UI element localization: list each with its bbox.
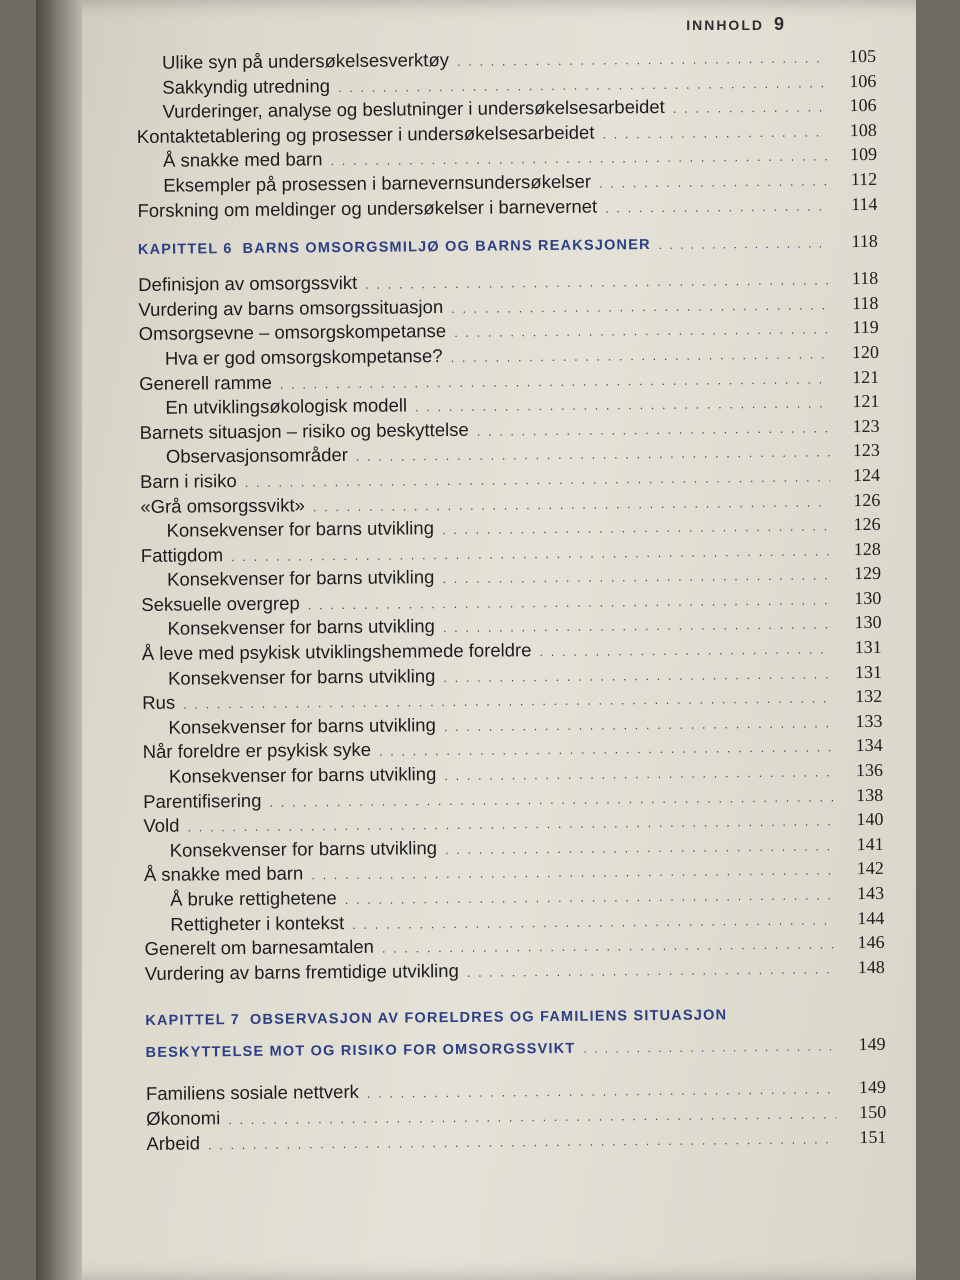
toc-entry-page: 123 (852, 440, 880, 461)
leader-dots (231, 543, 831, 564)
running-head-label: INNHOLD (686, 17, 764, 33)
leader-dots (269, 789, 833, 809)
toc-entry-title: Når foreldre er psykisk syke (142, 739, 372, 763)
chapter-number: KAPITTEL 7 (145, 1012, 241, 1030)
leader-dots (313, 494, 831, 514)
toc-entry-page: 136 (855, 759, 884, 781)
leader-dots (356, 445, 830, 465)
toc-entry-title: Familiens sosiale nettverk (145, 1081, 359, 1105)
toc-entry-title: Omsorgsevne – omsorgskompetanse (138, 320, 447, 345)
leader-dots (442, 568, 831, 587)
toc-entry-title: Observasjonsområder (165, 444, 348, 468)
toc-entry-page: 151 (859, 1126, 887, 1147)
toc-entry-title: Vurdering av barns fremtidige utvikling (144, 959, 459, 984)
toc-entry-title: Konsekvenser for barns utvikling (169, 836, 438, 861)
toc-entry-title: Konsekvenser for barns utvikling (167, 664, 436, 689)
toc-entry-page: 132 (855, 686, 883, 707)
toc-entry-title: Barnets situasjon – risiko og beskyttelse (139, 418, 469, 443)
leader-dots (443, 666, 832, 685)
toc-entry-page: 131 (854, 636, 882, 658)
toc-entry-page: 134 (855, 735, 883, 756)
leader-dots (605, 198, 827, 215)
toc-entry-page: 109 (849, 144, 878, 165)
toc-entry-title: Konsekvenser for barns utvikling (166, 517, 435, 541)
toc-entry-title: Konsekvenser for barns utvikling (168, 713, 436, 738)
toc-entry-title: Vurdering av barns omsorgssituasjon (138, 295, 444, 320)
toc-entry-title: Generell ramme (139, 371, 272, 394)
toc-entry-title: Vurderinger, analyse og beslutninger i undersøkelsesarbeidet (162, 96, 665, 122)
toc-entry-title: En utviklingsøkologisk modell (165, 394, 408, 418)
page-number: 9 (773, 14, 784, 34)
leader-dots (442, 518, 831, 537)
leader-dots (444, 764, 833, 783)
toc-entry-title: Kontaktetablering og prosesser i undersøkelsesarbeidet (136, 121, 595, 147)
toc-entry-title: Økonomi (146, 1107, 221, 1129)
leader-dots (467, 961, 835, 980)
leader-dots (443, 617, 832, 636)
toc-entry-title: Generelt om barnesamtalen (144, 935, 375, 960)
toc-entry-title: Hva er god omsorgskompetanse? (164, 345, 443, 369)
toc-entry-page: 106 (849, 95, 877, 116)
page-gutter (36, 0, 82, 1280)
chapter-page: 118 (851, 231, 878, 252)
toc-entry-page: 126 (853, 513, 881, 535)
toc-entry-page: 124 (852, 464, 881, 486)
toc-entry-page: 148 (857, 956, 885, 977)
chapter-title: BARNS OMSORGSMILJØ OG BARNS REAKSJONER (242, 237, 651, 258)
toc-entry-title: Å snakke med barn (162, 148, 323, 172)
chapter-7-entries (146, 1076, 887, 1157)
toc-entry-page: 112 (850, 168, 878, 190)
toc-entry-page: 123 (852, 415, 880, 436)
toc-entry-page: 120 (851, 341, 880, 363)
chapter-number: KAPITTEL 6 (137, 241, 233, 259)
toc-entry-page: 144 (857, 907, 885, 928)
toc-entry-page: 118 (852, 292, 879, 313)
leader-dots (454, 322, 829, 341)
leader-dots (539, 641, 831, 659)
toc-entry-page: 130 (854, 587, 882, 609)
book-page (36, 0, 916, 1280)
toc-entry-title: Definisjon av omsorgssvikt (138, 272, 358, 296)
toc-entry-title: Ulike syn på undersøkelsesverktøy (161, 48, 450, 73)
toc-entry-page: 133 (855, 710, 883, 731)
running-head (686, 14, 784, 35)
chapter-page: 149 (858, 1034, 886, 1055)
toc-entry-page: 106 (849, 70, 877, 91)
toc-entry-page: 142 (856, 858, 884, 879)
toc-entry-title: Å bruke rettighetene (170, 887, 337, 910)
toc-entry-title: Konsekvenser for barns utvikling (168, 763, 437, 787)
toc-entry-page: 121 (852, 366, 880, 387)
toc-entry-page: 114 (851, 193, 878, 214)
leader-dots (228, 1106, 836, 1127)
leader-dots (379, 740, 833, 759)
leader-dots (477, 420, 830, 438)
toc-entry-title: Arbeid (146, 1131, 201, 1154)
toc-entry-page: 150 (859, 1101, 887, 1123)
leader-dots (457, 50, 826, 69)
chapter-title-line1: OBSERVASJON AV FORELDRES OG FAMILIENS SITUASJON (249, 1007, 728, 1029)
leader-dots (365, 273, 828, 292)
toc-entry-page: 131 (854, 661, 883, 682)
leader-dots (602, 124, 827, 141)
toc-entry-title: Rettigheter i kontekst (170, 911, 345, 935)
leader-dots (208, 1131, 837, 1152)
leader-dots (330, 149, 827, 169)
toc-entry-page: 138 (856, 784, 884, 805)
toc-entry-title: Å snakke med barn (143, 862, 304, 886)
leader-dots (187, 814, 833, 835)
toc-entry-page: 108 (849, 119, 877, 140)
toc-entry-page: 141 (856, 833, 884, 854)
leader-dots (445, 838, 834, 857)
toc-section-continued (136, 45, 878, 224)
leader-dots (308, 592, 832, 612)
leader-dots (352, 912, 834, 932)
leader-dots (415, 395, 829, 414)
leader-dots (444, 715, 833, 734)
leader-dots (451, 297, 828, 316)
leader-dots (280, 371, 829, 391)
chapter-title-line2: BESKYTTELSE MOT OG RISIKO FOR OMSORGSSVIKT (145, 1041, 576, 1062)
leader-dots (451, 346, 829, 365)
leader-dots (345, 887, 835, 907)
toc-entry-page: 149 (858, 1077, 887, 1098)
toc-entry-title: Konsekvenser for barns utvikling (167, 615, 435, 640)
toc-entry-page: 121 (852, 391, 880, 412)
toc-entry-title: Eksempler på prosessen i barnevernsundersøkelser (163, 170, 592, 196)
toc-entry-page: 105 (848, 45, 877, 67)
leader-dots (338, 75, 826, 95)
leader-dots (382, 937, 835, 956)
leader-dots (599, 173, 827, 190)
toc-entry-title: Vold (143, 814, 180, 837)
toc-entry-title: «Grå omsorgssvikt» (140, 493, 305, 517)
leader-dots (183, 691, 832, 712)
toc-entry-title: Barn i risiko (140, 469, 237, 492)
leader-dots (673, 100, 827, 116)
toc-entry-page: 140 (856, 809, 884, 830)
toc-entry-title: Sakkyndig utredning (162, 74, 331, 98)
toc-entry-title: Forskning om meldinger og undersøkelser i barnevernet (137, 195, 598, 221)
toc-entry-title: Parentifisering (143, 789, 262, 812)
leader-dots (245, 469, 830, 490)
toc-entry-title: Fattigdom (140, 543, 224, 566)
toc-entry-title: Å leve med psykisk utviklingshemmede foreldre (141, 639, 532, 665)
toc-entry-title: Seksuelle overgrep (141, 592, 300, 615)
toc-entry-page: 143 (857, 882, 885, 904)
toc-entry-title: Rus (142, 691, 176, 714)
toc-entry-page: 126 (853, 489, 881, 510)
toc-entry-page: 119 (852, 317, 879, 338)
leader-dots (311, 863, 834, 883)
toc-entry-page: 128 (853, 538, 881, 559)
toc-entry-title: Konsekvenser for barns utvikling (166, 566, 435, 591)
toc-entry-page: 118 (851, 268, 879, 289)
toc-entry-page: 130 (854, 612, 882, 633)
toc-entry-page: 129 (853, 563, 882, 584)
table-of-contents (136, 45, 887, 1157)
chapter-6-entries (138, 267, 885, 987)
toc-entry-page: 146 (857, 932, 885, 953)
leader-dots (367, 1082, 836, 1102)
